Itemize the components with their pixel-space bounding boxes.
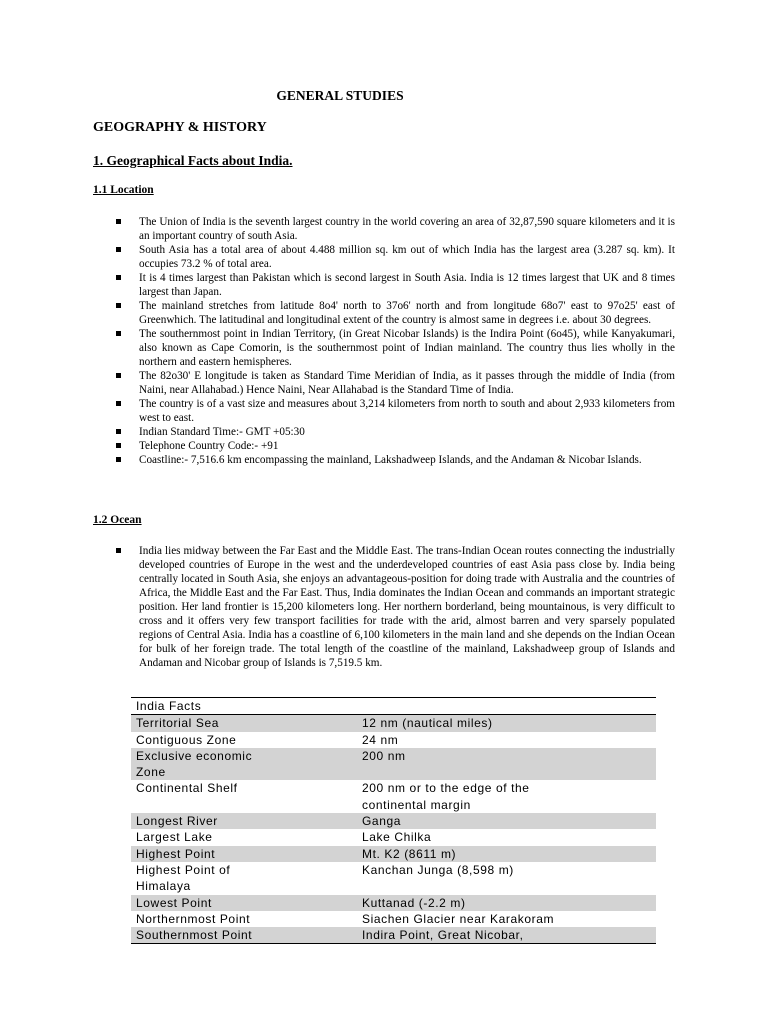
table-row [131, 829, 656, 845]
bullet-icon [116, 457, 121, 462]
list-item-text: It is 4 times largest than Pakistan which is second largest in South Asia. India is 12 times largest that UK and 8 times largest than Japan. [139, 272, 675, 298]
list-item [116, 243, 675, 271]
ocean-bullet-list [116, 544, 675, 670]
list-item [116, 271, 675, 299]
fact-value: Lake Chilka [362, 830, 432, 845]
table-row [131, 715, 656, 731]
list-item-text: The 82o30' E longitude is taken as Standard Time Meridian of India, as it passes through the middle of India (from Naini, near Allahabad.) Hence Naini, Near Allahabad is the Standard Time of India. [139, 370, 675, 396]
list-item [116, 439, 675, 453]
list-item [116, 327, 675, 369]
table-row [131, 813, 656, 829]
list-item-text: Indian Standard Time:- GMT +05:30 [139, 426, 305, 438]
bullet-icon [116, 443, 121, 448]
fact-value: Kanchan Junga (8,598 m) [362, 862, 514, 877]
fact-label: Highest Point of Himalaya [136, 862, 231, 894]
section-heading-ocean: 1.2 Ocean [93, 514, 142, 526]
fact-label: Highest Point [136, 846, 216, 861]
fact-value: 24 nm [362, 732, 399, 747]
list-item-text: Telephone Country Code:- +91 [139, 440, 279, 452]
fact-value: Kuttanad (-2.2 m) [362, 895, 466, 910]
bullet-icon [116, 373, 121, 378]
bullet-icon [116, 247, 121, 252]
list-item [116, 425, 675, 439]
table-row [131, 862, 656, 895]
fact-value: 200 nm or to the edge of the continental margin [362, 781, 530, 812]
fact-label: Largest Lake [136, 830, 213, 845]
bullet-icon [116, 219, 121, 224]
list-item-text: The southernmost point in Indian Territory, (in Great Nicobar Islands) is the Indira Point (6o45), while Kanyakumari, also known as Cape Comorin, is the southernmost point of Indian mainland. The country thus lies wholly in the northern and eastern hemispheres. [139, 328, 675, 368]
fact-label: Territorial Sea [136, 716, 220, 731]
bullet-icon [116, 275, 121, 280]
list-item [116, 544, 675, 670]
list-item-text: The country is of a vast size and measures about 3,214 kilometers from north to south and about 2,933 kilometers from west to east. [139, 398, 675, 424]
list-item [116, 453, 675, 467]
subject-heading: GEOGRAPHY & HISTORY [93, 120, 267, 135]
list-item [116, 215, 675, 243]
bullet-icon [116, 331, 121, 336]
bullet-icon [116, 548, 121, 553]
list-item-text: South Asia has a total area of about 4.488 million sq. km out of which India has the largest area (3.287 sq. km). It occupies 73.2 % of total area. [139, 244, 675, 270]
fact-value: 12 nm (nautical miles) [362, 716, 493, 731]
table-row [131, 780, 656, 813]
table-header: India Facts [136, 699, 202, 713]
table-row [131, 895, 656, 911]
table-row [131, 846, 656, 862]
fact-value: Ganga [362, 814, 402, 829]
fact-label: Southernmost Point [136, 928, 253, 943]
fact-label: Contiguous Zone [136, 732, 237, 747]
location-bullet-list [116, 215, 675, 467]
table-row [131, 927, 656, 943]
fact-label: Exclusive economic Zone [136, 748, 253, 780]
list-item-text: Coastline:- 7,516.6 km encompassing the mainland, Lakshadweep Islands, and the Andaman & Nicobar Islands. [139, 454, 642, 466]
fact-value: 200 nm [362, 748, 406, 763]
bullet-icon [116, 303, 121, 308]
fact-value: Siachen Glacier near Karakoram [362, 911, 555, 926]
table-row [131, 911, 656, 927]
fact-label: Northernmost Point [136, 911, 251, 926]
list-item [116, 299, 675, 327]
fact-value: Mt. K2 (8611 m) [362, 846, 457, 861]
section-heading-location: 1.1 Location [93, 184, 154, 196]
fact-value: Indira Point, Great Nicobar, [362, 928, 524, 943]
table-row [131, 732, 656, 748]
list-item-text: India lies midway between the Far East and the Middle East. The trans-Indian Ocean routes connecting the industrially developed countries of Europe in the west and the underdeveloped countries of east Asia pass close by. India being centrally located in South Asia, she enjoys an advantageous-position for doing trade with Australia and the countries of Africa, the Middle East and the Far East. Thus, India dominates the Indian Ocean and commands an important strategic position. Her land frontier is 15,200 kilometers long. Her northern borderland, being mountainous, is very difficult to cross and it offers very few transport facilities for trade with the arid, almost barren and very sparsely populated regions of Central Asia. India has a coastline of 6,100 kilometers in the main land and she depends on the Indian Ocean for bulk of her foreign trade. The total length of the coastline of the mainland, Lakshadweep group of Islands and Andaman and Nicobar group of Islands is 7,519.5 km. [139, 545, 675, 669]
list-item [116, 397, 675, 425]
list-item-text: The mainland stretches from latitude 8o4' north to 37o6' north and from longitude 68o7' east to 97o25' east of Greenwhich. The latitudinal and longitudinal extent of the country is almost same in degrees i.e. about 30 degrees. [139, 300, 675, 326]
list-item-text: The Union of India is the seventh largest country in the world covering an area of 32,87,590 square kilometers and it is an important country of south Asia. [139, 216, 675, 242]
table-row [131, 748, 656, 781]
fact-label: Continental Shelf [136, 781, 238, 796]
india-facts-table [131, 697, 656, 944]
fact-label: Longest River [136, 814, 218, 829]
fact-label: Lowest Point [136, 895, 212, 910]
bullet-icon [116, 401, 121, 406]
bullet-icon [116, 429, 121, 434]
list-item [116, 369, 675, 397]
document-title: GENERAL STUDIES [276, 88, 404, 103]
chapter-heading: 1. Geographical Facts about India. [93, 153, 293, 168]
table-header-row [131, 698, 656, 715]
